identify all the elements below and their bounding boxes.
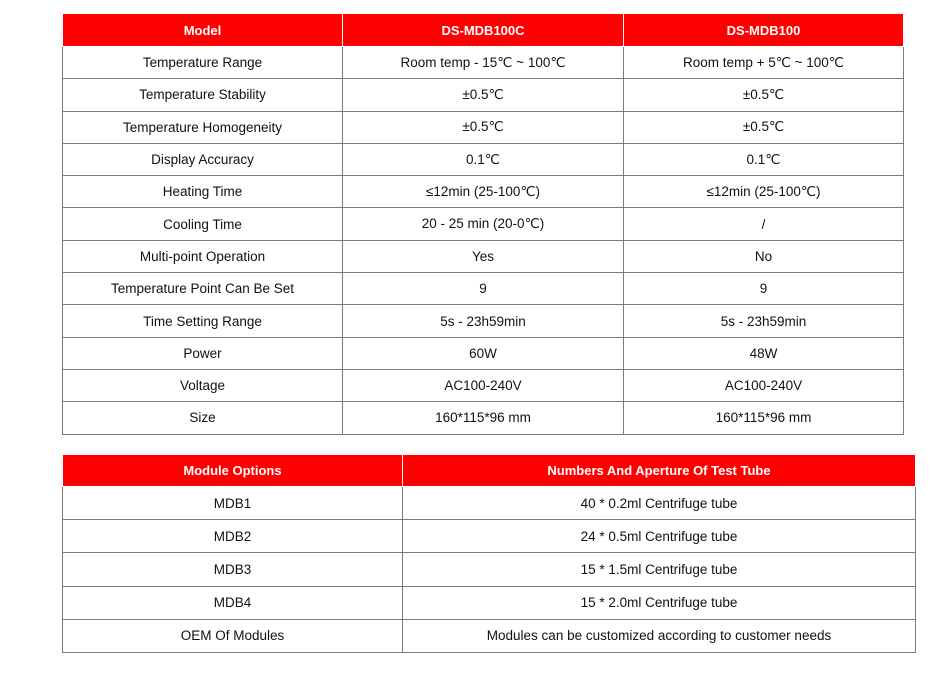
module-row [63,553,916,586]
ds-mdb100-value-cell: ±0.5℃ [624,111,904,143]
specifications-table [62,13,904,435]
spec-label-cell: Temperature Homogeneity [63,111,343,143]
ds-mdb100-value-cell: / [624,208,904,240]
ds-mdb100c-value-cell: 20 - 25 min (20-0℃) [343,208,624,240]
ds-mdb100c-value-cell: ±0.5℃ [343,111,624,143]
spec-label-cell: Cooling Time [63,208,343,240]
specifications-header-row [63,14,904,47]
spec-label-cell: Multi-point Operation [63,240,343,272]
spec-label-cell: Heating Time [63,176,343,208]
spec-row [63,143,904,175]
module-options-table [62,454,916,653]
ds-mdb100c-value-cell: 9 [343,273,624,305]
spec-label-cell: Display Accuracy [63,143,343,175]
module-capacity-cell: Modules can be customized according to customer needs [403,619,916,652]
spec-row [63,111,904,143]
spec-row [63,402,904,434]
spec-label-cell: Voltage [63,369,343,401]
ds-mdb100-value-cell: AC100-240V [624,369,904,401]
column-header-module-options: Module Options [63,455,403,487]
spec-row [63,240,904,272]
ds-mdb100-value-cell: ≤12min (25-100℃) [624,176,904,208]
ds-mdb100-value-cell: ±0.5℃ [624,79,904,111]
spec-label-cell: Temperature Point Can Be Set [63,273,343,305]
module-name-cell: MDB4 [63,586,403,619]
module-row [63,619,916,652]
ds-mdb100-value-cell: Room temp + 5℃ ~ 100℃ [624,47,904,79]
ds-mdb100c-value-cell: 0.1℃ [343,143,624,175]
column-header-ds-mdb100: DS-MDB100 [624,14,904,47]
spec-row [63,369,904,401]
spec-row [63,273,904,305]
column-header-numbers-aperture: Numbers And Aperture Of Test Tube [403,455,916,487]
ds-mdb100c-value-cell: 60W [343,337,624,369]
ds-mdb100-value-cell: 48W [624,337,904,369]
module-name-cell: MDB2 [63,520,403,553]
spec-row [63,208,904,240]
module-name-cell: OEM Of Modules [63,619,403,652]
column-header-model: Model [63,14,343,47]
module-row [63,520,916,553]
module-row [63,586,916,619]
module-options-header-row [63,455,916,487]
ds-mdb100c-value-cell: 160*115*96 mm [343,402,624,434]
ds-mdb100-value-cell: 160*115*96 mm [624,402,904,434]
module-capacity-cell: 40 * 0.2ml Centrifuge tube [403,487,916,520]
module-row [63,487,916,520]
module-capacity-cell: 15 * 1.5ml Centrifuge tube [403,553,916,586]
module-name-cell: MDB1 [63,487,403,520]
ds-mdb100-value-cell: No [624,240,904,272]
spec-label-cell: Temperature Stability [63,79,343,111]
module-capacity-cell: 15 * 2.0ml Centrifuge tube [403,586,916,619]
spec-row [63,337,904,369]
spec-row [63,176,904,208]
ds-mdb100c-value-cell: AC100-240V [343,369,624,401]
ds-mdb100c-value-cell: ≤12min (25-100℃) [343,176,624,208]
ds-mdb100-value-cell: 9 [624,273,904,305]
ds-mdb100c-value-cell: Room temp - 15℃ ~ 100℃ [343,47,624,79]
spec-label-cell: Time Setting Range [63,305,343,337]
spec-label-cell: Size [63,402,343,434]
ds-mdb100c-value-cell: Yes [343,240,624,272]
spec-row [63,79,904,111]
module-capacity-cell: 24 * 0.5ml Centrifuge tube [403,520,916,553]
ds-mdb100c-value-cell: ±0.5℃ [343,79,624,111]
spec-row [63,47,904,79]
module-name-cell: MDB3 [63,553,403,586]
spec-label-cell: Power [63,337,343,369]
ds-mdb100c-value-cell: 5s - 23h59min [343,305,624,337]
ds-mdb100-value-cell: 0.1℃ [624,143,904,175]
spec-label-cell: Temperature Range [63,47,343,79]
spec-row [63,305,904,337]
column-header-ds-mdb100c: DS-MDB100C [343,14,624,47]
ds-mdb100-value-cell: 5s - 23h59min [624,305,904,337]
